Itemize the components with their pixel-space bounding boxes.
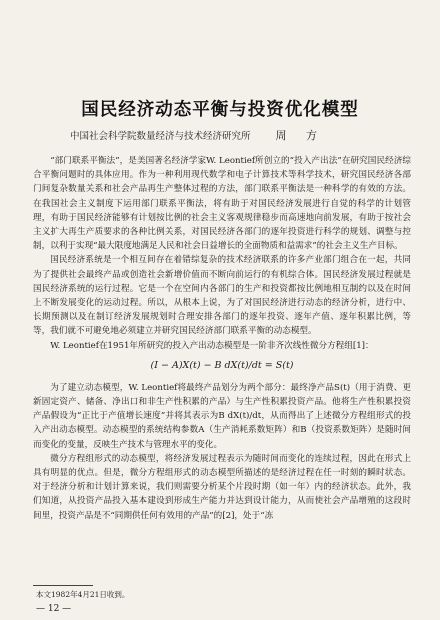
page-number: — 12 — (36, 604, 72, 614)
footnote: 本文1982年4月21日收到。 (36, 590, 130, 599)
affiliation: 中国社会科学院数量经济与技术经济研究所 (70, 131, 251, 142)
equation-1: (I − A)X(t) − B dX(t)/dt = S(t) (150, 359, 294, 371)
footnote-divider (33, 585, 93, 586)
byline (70, 127, 380, 143)
article-body (33, 154, 411, 523)
author: 周 方 (275, 129, 326, 142)
paragraph-4: 为了建立动态模型，W. Leontief将最终产品划分为两个部分：最终净产品S(t)（用于消费、更新固定资产、储备、净出口和非生产性积累的产品）与生产性积累投资产品。他将生产性积累投资产品假设为“正比于产值增长速度”并将其表示为B dX(t)/dt，从而得出了上述微分方程组形式的投入产出动态模型。动态模型的系统结构参数A（生产消耗系数矩阵）和B（投资系数矩阵）是随时间而变化的变量，反映生产技术与管理水平的变化。 (33, 382, 411, 450)
paragraph-1: “部门联系平衡法”，是美国著名经济学家W. Leontief所创立的“投入产出法”在研究国民经济综合平衡问题时的具体应用。作为一种利用现代数学和电子计算技术等科学技术，研究国民经济各部门间复杂数量关系和社会产品再生产整体过程的方法，部门联系平衡法是一种科学的有效的方法。在我国社会主义制度下运用部门联系平衡法，将有助于对国民经济发展进行自觉的科学的计划管理，有助于国民经济能够有计划按比例的社会主义客观规律稳步而高速地向前发展，有助于按社会主义扩大再生产质要求的各种比例关系，对国民经济各部门的逐年投资进行科学的规划、调整与控制，以利于实现“最大限度地满足人民和社会日益增长的全面物质和益需求”的社会主义生产目标。 (33, 156, 411, 252)
paragraph-5: 微分方程组形式的动态模型，将经济发展过程表示为随时间而变化的连续过程，因此在形式上具有明显的优点。但是，微分方程组形式的动态模型所描述的是经济过程在任一时刻的瞬时状态。对于经济分析和计划计算来说，我们则需要分析某个片段时期（如一年）内的经济状态。此外，我们知道，从投资产品投入基本建设到形成生产能力并达到设计能力，从而使社会产品增殖的这段时间里，投资产品是不“同期供任何有效用的产品”的[2]，处于“冻 (33, 453, 411, 521)
paragraph-3: W. Leontief在1951年所研究的投入产出动态模型是一阶非齐次线性微分方程组[1]： (50, 340, 374, 351)
article-title: 国民经济动态平衡与投资优化模型 (81, 100, 359, 120)
paragraph-2: 国民经济系统是一个相互间存在着错综复杂的技术经济联系的许多产业部门组合在一起，共同为了提供社会最终产品或创造社会新增价值而不断向前运行的有机综合体。国民经济发展过程就是国民经济系统的运行过程。它是一个在空间内各部门的生产和投资都按比例地相互制约以及在时间上不断发展变化的运动过程。所以，从根本上说，为了对国民经济进行动态的经济分析，进行中、长期预测以及在制订经济发展规划时合理安排各部门的逐年投资、逐年产值、逐年积累比例，等等，我们就不可避免地必须建立并研究国民经济部门联系平衡的动态模型。 (33, 255, 411, 337)
